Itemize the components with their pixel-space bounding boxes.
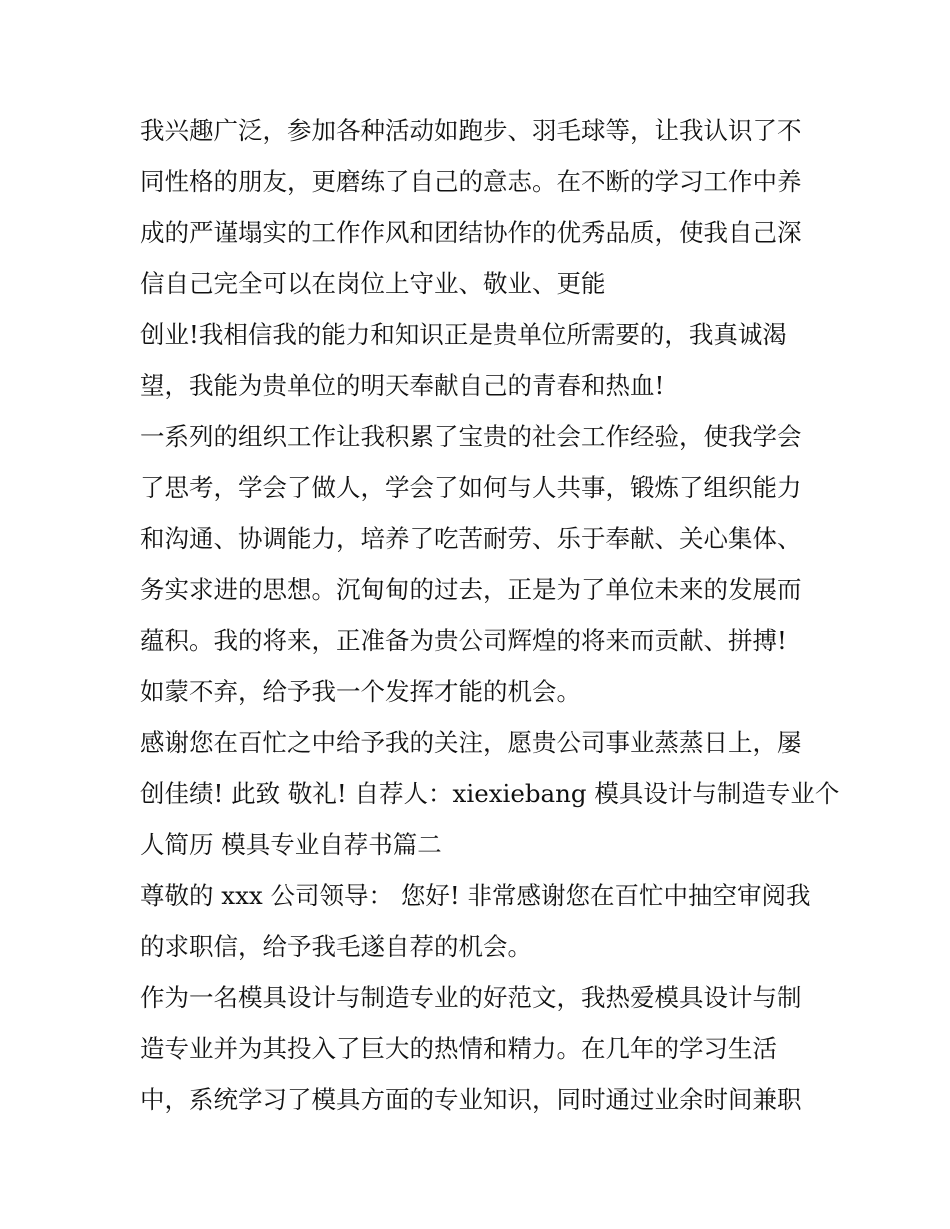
text-line: 创佳绩! 此致 敬礼! 自荐人：xiexiebang 模具设计与制造专业个 [140,779,840,808]
text-line: 同性格的朋友，更磨练了自己的意志。在不断的学习工作中养 [140,167,802,196]
text-line: 如蒙不弃，给予我一个发挥才能的机会。 [140,677,581,706]
text-line: 和沟通、协调能力，培养了吃苦耐劳、乐于奉献、关心集体、 [140,524,802,553]
text-line: 中，系统学习了模具方面的专业知识，同时通过业余时间兼职 [140,1085,802,1114]
text-line: 我兴趣广泛，参加各种活动如跑步、羽毛球等，让我认识了不 [140,116,802,145]
text-line: 创业!我相信我的能力和知识正是贵单位所需要的，我真诚渴 [140,320,787,349]
document-body [140,105,840,1125]
text-line: 作为一名模具设计与制造专业的好范文，我热爱模具设计与制 [140,983,802,1012]
text-line: 务实求进的思想。沉甸甸的过去，正是为了单位未来的发展而 [140,575,802,604]
text-line: 信自己完全可以在岗位上守业、敬业、更能 [140,269,606,298]
text-line: 尊敬的 xxx 公司领导： 您好! 非常感谢您在百忙中抽空审阅我 [140,881,811,910]
text-line: 感谢您在百忙之中给予我的关注，愿贵公司事业蒸蒸日上，屡 [140,728,802,757]
text-line: 的求职信，给予我毛遂自荐的机会。 [140,932,532,961]
text-line: 一系列的组织工作让我积累了宝贵的社会工作经验，使我学会 [140,422,802,451]
text-line: 了思考，学会了做人，学会了如何与人共事，锻炼了组织能力 [140,473,802,502]
text-line: 人简历 模具专业自荐书篇二 [140,830,442,859]
text-line: 望，我能为贵单位的明天奉献自己的青春和热血! [140,371,665,400]
text-line: 造专业并为其投入了巨大的热情和精力。在几年的学习生活 [140,1034,777,1063]
text-line: 成的严谨塌实的工作作风和团结协作的优秀品质，使我自己深 [140,218,802,247]
text-line: 蕴积。我的将来，正准备为贵公司辉煌的将来而贡献、拼搏! [140,626,787,655]
